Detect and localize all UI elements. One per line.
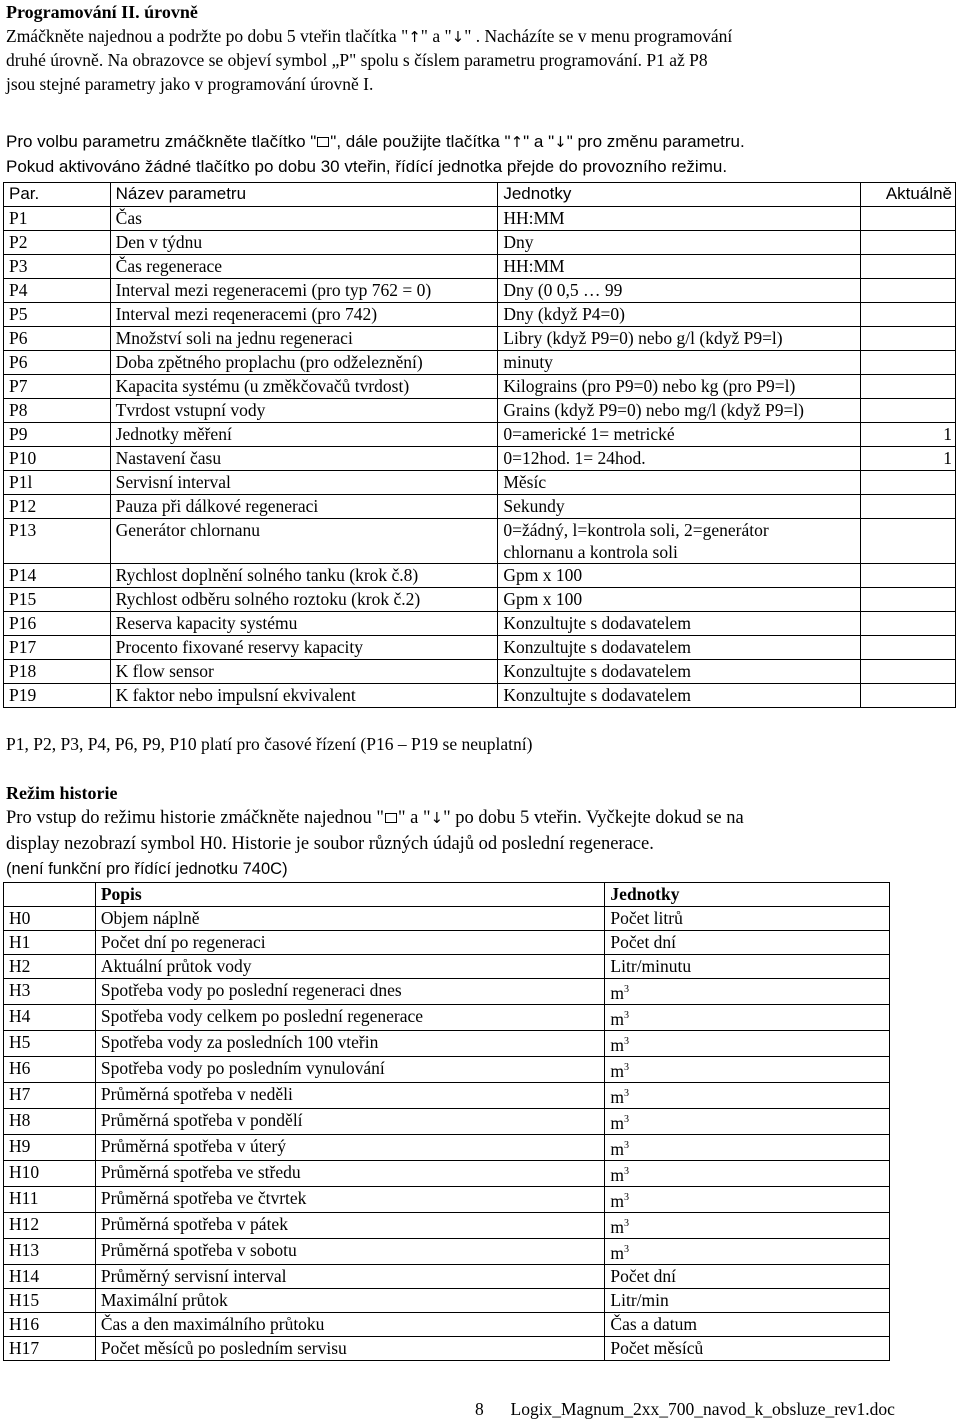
param-current [861, 684, 956, 708]
history-units [605, 1135, 890, 1161]
param-current [861, 351, 956, 375]
history-description: Spotřeba vody za posledních 100 vteřin [95, 1031, 605, 1057]
param-current [861, 255, 956, 279]
instr-text-d: " pro změnu parametru. [566, 132, 745, 151]
history-code: H16 [4, 1313, 96, 1337]
history-description: Průměrná spotřeba ve středu [95, 1161, 605, 1187]
param-units: Dny (0 0,5 … 99 [498, 279, 861, 303]
param-units-line: chlornanu a kontrola soli [503, 542, 678, 562]
param-name: Čas regenerace [110, 255, 498, 279]
page-footer [475, 1398, 895, 1420]
history-description: Objem náplně [95, 907, 605, 931]
unit-exponent: 3 [624, 1166, 630, 1177]
instr-text-c: " a " [523, 132, 555, 151]
unit-exponent: 3 [624, 1088, 630, 1099]
param-name: Servisní interval [110, 471, 498, 495]
history-units [605, 1161, 890, 1187]
unit-exponent: 3 [624, 1140, 630, 1151]
param-current [861, 399, 956, 423]
set-button-square-icon [385, 813, 397, 823]
table-row [4, 1289, 890, 1313]
history-table-header [4, 883, 890, 907]
history-units [605, 1083, 890, 1109]
param-code: P18 [4, 660, 111, 684]
param-name: Rychlost odběru solného roztoku (krok č.2) [110, 588, 498, 612]
table-row [4, 1083, 890, 1109]
table-row [4, 207, 956, 231]
up-arrow-icon: ↑ [408, 28, 421, 46]
history-units [605, 1239, 890, 1265]
parameter-footnote: P1, P2, P3, P4, P6, P9, P10 platí pro časové řízení (P16 – P19 se neuplatní) [6, 734, 533, 754]
column-header: Aktuálně [861, 183, 956, 207]
history-instr-text-c: " po dobu 5 vteřin. Vyčkejte dokud se na [443, 808, 744, 828]
unit-base: m [610, 1113, 625, 1133]
instr-text-b: ", dále použijte tlačítka " [330, 132, 511, 151]
param-units: Gpm x 100 [498, 564, 861, 588]
table-row [4, 327, 956, 351]
param-units: minuty [498, 351, 861, 375]
unit-base: m [610, 983, 625, 1003]
param-current [861, 612, 956, 636]
param-units: Měsíc [498, 471, 861, 495]
history-code: H12 [4, 1213, 96, 1239]
instr-text-a: Pro volbu parametru zmáčkněte tlačítko " [6, 132, 317, 151]
table-row [4, 1005, 890, 1031]
param-code: P4 [4, 279, 111, 303]
param-name: Čas [110, 207, 498, 231]
down-arrow-icon: ↓ [554, 133, 567, 151]
column-header: Par. [4, 183, 111, 207]
unit-exponent: 3 [624, 1192, 630, 1203]
footer-filename: Logix_Magnum_2xx_700_navod_k_obsluze_rev1.doc [510, 1399, 895, 1419]
param-name: Procento fixované reservy kapacity [110, 636, 498, 660]
intro-text-b: " a " [420, 26, 452, 46]
history-code: H15 [4, 1289, 96, 1313]
table-row [4, 612, 956, 636]
history-table [3, 882, 890, 1361]
param-code: P15 [4, 588, 111, 612]
history-description: Spotřeba vody po poslední regeneraci dnes [95, 979, 605, 1005]
param-code: P9 [4, 423, 111, 447]
param-units: HH:MM [498, 255, 861, 279]
param-current [861, 303, 956, 327]
column-header: Popis [95, 883, 605, 907]
param-code: P13 [4, 519, 111, 564]
param-code: P3 [4, 255, 111, 279]
param-current [861, 495, 956, 519]
param-code: P6 [4, 327, 111, 351]
history-description: Průměrná spotřeba v neděli [95, 1083, 605, 1109]
history-description: Maximální průtok [95, 1289, 605, 1313]
param-name: Kapacita systému (u změkčovačů tvrdost) [110, 375, 498, 399]
param-code: P17 [4, 636, 111, 660]
param-units: Konzultujte s dodavatelem [498, 684, 861, 708]
history-code: H14 [4, 1265, 96, 1289]
param-name: Jednotky měření [110, 423, 498, 447]
table-row [4, 447, 956, 471]
table-row [4, 519, 956, 564]
table-row [4, 1265, 890, 1289]
history-description: Průměrná spotřeba v úterý [95, 1135, 605, 1161]
param-code: P12 [4, 495, 111, 519]
param-units: Sekundy [498, 495, 861, 519]
intro-line-2: druhé úrovně. Na obrazovce se objeví symbol „P" spolu s číslem parametru programování. P1 až P8 [6, 50, 708, 70]
param-name: Interval mezi reqeneracemi (pro 742) [110, 303, 498, 327]
history-code: H8 [4, 1109, 96, 1135]
down-arrow-icon: ↓ [451, 28, 465, 46]
param-units-line: 0=žádný, l=kontrola soli, 2=generátor [503, 520, 769, 540]
history-note: (není funkční pro řídící jednotku 740C) [6, 860, 288, 878]
param-name: K faktor nebo impulsní ekvivalent [110, 684, 498, 708]
table-row [4, 303, 956, 327]
history-code: H1 [4, 931, 96, 955]
param-units [498, 519, 861, 564]
param-name: Množství soli na jednu regeneraci [110, 327, 498, 351]
history-description: Průměrný servisní interval [95, 1265, 605, 1289]
table-row [4, 684, 956, 708]
column-header: Název parametru [110, 183, 498, 207]
param-current [861, 231, 956, 255]
param-units: Konzultujte s dodavatelem [498, 636, 861, 660]
param-current [861, 660, 956, 684]
param-code: P7 [4, 375, 111, 399]
history-code: H4 [4, 1005, 96, 1031]
param-current [861, 588, 956, 612]
param-units: Dny (když P4=0) [498, 303, 861, 327]
section-title-programming: Programování II. úrovně [6, 2, 198, 22]
table-row [4, 931, 890, 955]
param-current [861, 279, 956, 303]
param-current [861, 207, 956, 231]
history-code: H6 [4, 1057, 96, 1083]
history-code: H5 [4, 1031, 96, 1057]
table-row [4, 660, 956, 684]
table-row [4, 255, 956, 279]
table-row [4, 979, 890, 1005]
table-row [4, 1057, 890, 1083]
unit-base: m [610, 1165, 625, 1185]
intro-line-1 [6, 24, 954, 49]
table-row [4, 351, 956, 375]
param-units: Dny [498, 231, 861, 255]
param-units: 0=americké 1= metrické [498, 423, 861, 447]
history-description: Čas a den maximálního průtoku [95, 1313, 605, 1337]
history-code: H3 [4, 979, 96, 1005]
param-code: P1 [4, 207, 111, 231]
table-row [4, 907, 890, 931]
page-number: 8 [475, 1399, 484, 1419]
table-row [4, 231, 956, 255]
unit-base: m [610, 1035, 625, 1055]
unit-base: m [610, 1009, 625, 1029]
param-name: Interval mezi regeneracemi (pro typ 762 = 0) [110, 279, 498, 303]
history-units [605, 1057, 890, 1083]
param-code: P2 [4, 231, 111, 255]
unit-exponent: 3 [624, 1010, 630, 1021]
up-arrow-icon: ↑ [510, 133, 524, 151]
section-title-history: Režim historie [6, 783, 118, 803]
table-row [4, 588, 956, 612]
history-units [605, 1109, 890, 1135]
history-description: Spotřeba vody celkem po poslední regenerace [95, 1005, 605, 1031]
param-name: Pauza při dálkové regeneraci [110, 495, 498, 519]
history-units [605, 1031, 890, 1057]
history-units: Čas a datum [605, 1313, 890, 1337]
table-row [4, 1187, 890, 1213]
unit-base: m [610, 1139, 625, 1159]
instruction-line-1 [6, 130, 954, 154]
table-row [4, 1239, 890, 1265]
history-code: H2 [4, 955, 96, 979]
param-units: Kilograins (pro P9=0) nebo kg (pro P9=l) [498, 375, 861, 399]
param-code: P6 [4, 351, 111, 375]
history-instruction-line-2: display nezobrazí symbol H0. Historie je soubor různých údajů od poslední regenerace. [6, 834, 654, 854]
param-code: P14 [4, 564, 111, 588]
param-name: Rychlost doplnění solného tanku (krok č.8) [110, 564, 498, 588]
unit-exponent: 3 [624, 984, 630, 995]
set-button-square-icon [317, 137, 329, 147]
history-units: Litr/min [605, 1289, 890, 1313]
param-code: P8 [4, 399, 111, 423]
history-units [605, 1213, 890, 1239]
history-units: Počet dní [605, 1265, 890, 1289]
param-units: Gpm x 100 [498, 588, 861, 612]
history-units [605, 1187, 890, 1213]
param-name: Nastavení času [110, 447, 498, 471]
unit-base: m [610, 1061, 625, 1081]
param-code: P5 [4, 303, 111, 327]
param-units: Konzultujte s dodavatelem [498, 660, 861, 684]
unit-exponent: 3 [624, 1036, 630, 1047]
intro-text-a: Zmáčkněte najednou a podržte po dobu 5 vteřin tlačítka " [6, 26, 409, 46]
history-units [605, 1005, 890, 1031]
table-row [4, 1031, 890, 1057]
table-row [4, 1109, 890, 1135]
down-arrow-icon: ↓ [430, 809, 444, 827]
param-current: 1 [861, 423, 956, 447]
unit-base: m [610, 1217, 625, 1237]
history-description: Průměrná spotřeba v pátek [95, 1213, 605, 1239]
history-code: H7 [4, 1083, 96, 1109]
param-code: P16 [4, 612, 111, 636]
table-row [4, 471, 956, 495]
parameter-table-header [4, 183, 956, 207]
history-description: Spotřeba vody po posledním vynulování [95, 1057, 605, 1083]
instruction-line-2: Pokud aktivováno žádné tlačítko po dobu 30 vteřin, řídící jednotka přejde do provozního režimu. [6, 157, 728, 176]
history-code: H9 [4, 1135, 96, 1161]
history-description: Průměrná spotřeba v pondělí [95, 1109, 605, 1135]
param-units: HH:MM [498, 207, 861, 231]
table-row [4, 423, 956, 447]
unit-exponent: 3 [624, 1062, 630, 1073]
history-instr-text-b: " a " [397, 808, 431, 828]
table-row [4, 1313, 890, 1337]
history-instr-text-a: Pro vstup do režimu historie zmáčkněte najednou " [6, 808, 384, 828]
param-name: Reserva kapacity systému [110, 612, 498, 636]
table-row [4, 1161, 890, 1187]
table-row [4, 636, 956, 660]
param-code: P1l [4, 471, 111, 495]
param-units: Libry (když P9=0) nebo g/l (když P9=l) [498, 327, 861, 351]
param-name: K flow sensor [110, 660, 498, 684]
param-current [861, 564, 956, 588]
history-description: Aktuální průtok vody [95, 955, 605, 979]
intro-line-3: jsou stejné parametry jako v programování úrovně I. [6, 74, 374, 94]
table-row [4, 279, 956, 303]
history-description: Průměrná spotřeba ve čtvrtek [95, 1187, 605, 1213]
history-description: Počet měsíců po posledním servisu [95, 1337, 605, 1361]
param-code: P10 [4, 447, 111, 471]
unit-exponent: 3 [624, 1114, 630, 1125]
table-row [4, 375, 956, 399]
param-name: Den v týdnu [110, 231, 498, 255]
history-instruction-line-1 [6, 806, 954, 830]
table-row [4, 495, 956, 519]
unit-base: m [610, 1087, 625, 1107]
param-current [861, 471, 956, 495]
unit-exponent: 3 [624, 1218, 630, 1229]
parameter-table [3, 182, 956, 708]
param-current: 1 [861, 447, 956, 471]
history-units: Litr/minutu [605, 955, 890, 979]
history-units: Počet litrů [605, 907, 890, 931]
history-units [605, 979, 890, 1005]
param-current [861, 519, 956, 564]
history-code: H0 [4, 907, 96, 931]
history-code: H10 [4, 1161, 96, 1187]
intro-text-c: " . Nacházíte se v menu programování [464, 26, 733, 46]
param-name: Doba zpětného proplachu (pro odželeznění) [110, 351, 498, 375]
history-code: H11 [4, 1187, 96, 1213]
history-code: H17 [4, 1337, 96, 1361]
history-units: Počet měsíců [605, 1337, 890, 1361]
column-header [4, 883, 96, 907]
history-description: Počet dní po regeneraci [95, 931, 605, 955]
history-units: Počet dní [605, 931, 890, 955]
unit-base: m [610, 1243, 625, 1263]
param-name: Tvrdost vstupní vody [110, 399, 498, 423]
table-row [4, 1213, 890, 1239]
param-units: Konzultujte s dodavatelem [498, 612, 861, 636]
column-header: Jednotky [605, 883, 890, 907]
history-description: Průměrná spotřeba v sobotu [95, 1239, 605, 1265]
table-row [4, 399, 956, 423]
param-current [861, 327, 956, 351]
param-current [861, 636, 956, 660]
param-code: P19 [4, 684, 111, 708]
unit-base: m [610, 1191, 625, 1211]
param-current [861, 375, 956, 399]
table-row [4, 564, 956, 588]
param-name: Generátor chlornanu [110, 519, 498, 564]
table-row [4, 955, 890, 979]
param-units: Grains (když P9=0) nebo mg/l (když P9=l) [498, 399, 861, 423]
param-units: 0=12hod. 1= 24hod. [498, 447, 861, 471]
column-header: Jednotky [498, 183, 861, 207]
table-row [4, 1337, 890, 1361]
unit-exponent: 3 [624, 1244, 630, 1255]
history-code: H13 [4, 1239, 96, 1265]
table-row [4, 1135, 890, 1161]
